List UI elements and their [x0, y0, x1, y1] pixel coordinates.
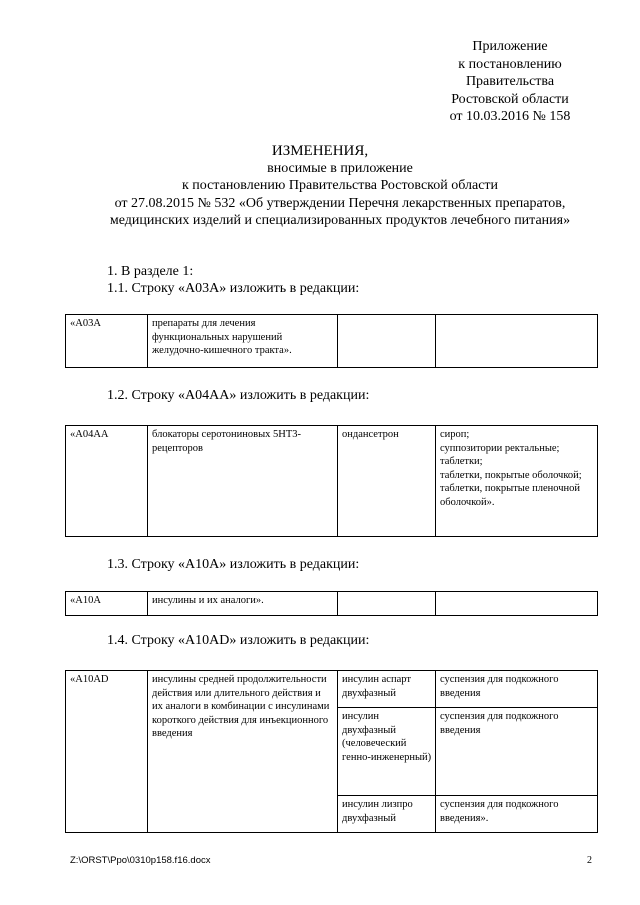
form-cell: сироп; суппозитории ректальные; таблетки; таблетки, покрытые оболочкой; таблетки, покрытые пленочной оболочкой».: [436, 426, 598, 537]
group-cell: инсулины и их аналоги».: [148, 592, 338, 616]
form-cell: суспензия для подкожного введения».: [436, 796, 598, 833]
item-label: 1.1. Строку «A03A» изложить в редакции:: [107, 281, 360, 296]
atc-code-cell: «A10A: [66, 592, 148, 616]
document-title: ИЗМЕНЕНИЯ,: [271, 143, 369, 159]
header-line: Правительства: [465, 74, 555, 89]
drug-cell: [338, 592, 436, 616]
file-path: Z:\ORST\Ppo\0310p158.f16.docx: [70, 855, 211, 866]
header-line: от 10.03.2016 № 158: [449, 109, 571, 124]
subtitle-line: вносимые в приложение: [267, 161, 413, 176]
table-row: [66, 315, 598, 368]
table-row: [66, 671, 598, 708]
form-cell: суспензия для подкожного введения: [436, 708, 598, 796]
annex-header: [400, 38, 620, 126]
item-label: 1.3. Строку «A10A» изложить в редакции:: [107, 557, 360, 572]
item-label: 1.2. Строку «A04AA» изложить в редакции:: [107, 388, 370, 403]
form-cell: [436, 315, 598, 368]
drug-cell: инсулин лизпро двухфазный: [338, 796, 436, 833]
group-cell: инсулины средней продолжительности действия или длительного действия и их аналоги в комбинации с инсулинами короткого действия для инъекционного введения: [148, 671, 338, 833]
drug-cell: инсулин аспарт двухфазный: [338, 671, 436, 708]
subtitle-line: к постановлению Правительства Ростовской области: [181, 178, 499, 194]
group-cell: препараты для лечения функциональных нарушений желудочно-кишечного тракта».: [148, 315, 338, 368]
atc-code-cell: «A03A: [66, 315, 148, 368]
atc-code-cell: «A04AA: [66, 426, 148, 537]
document-subtitle: [20, 160, 640, 229]
group-cell: блокаторы серотониновых 5HT3-рецепторов: [148, 426, 338, 537]
subtitle-line: медицинских изделий и специализированных продуктов лечебного питания»: [109, 212, 571, 228]
atc-code-cell: «A10AD: [66, 671, 148, 833]
item-label: 1.4. Строку «A10AD» изложить в редакции:: [107, 633, 370, 648]
header-line: к постановлению: [458, 56, 562, 72]
form-cell: [436, 592, 598, 616]
subtitle-line: от 27.08.2015 № 532 «Об утверждении Перечня лекарственных препаратов,: [114, 195, 566, 211]
header-line: Ростовской области: [451, 91, 569, 107]
table-a03a: [65, 314, 598, 368]
table-a04aa: [65, 425, 598, 537]
table-row: [66, 592, 598, 616]
table-row: [66, 426, 598, 537]
page-number: 2: [587, 855, 592, 866]
table-a10a: [65, 591, 598, 616]
drug-cell: ондансетрон: [338, 426, 436, 537]
drug-cell: инсулин двухфазный (человеческий генно-инженерный): [338, 708, 436, 796]
drug-cell: [338, 315, 436, 368]
section-heading: 1. В разделе 1:: [107, 264, 194, 279]
header-line: Приложение: [472, 39, 548, 54]
form-cell: суспензия для подкожного введения: [436, 671, 598, 708]
table-a10ad: [65, 670, 598, 833]
